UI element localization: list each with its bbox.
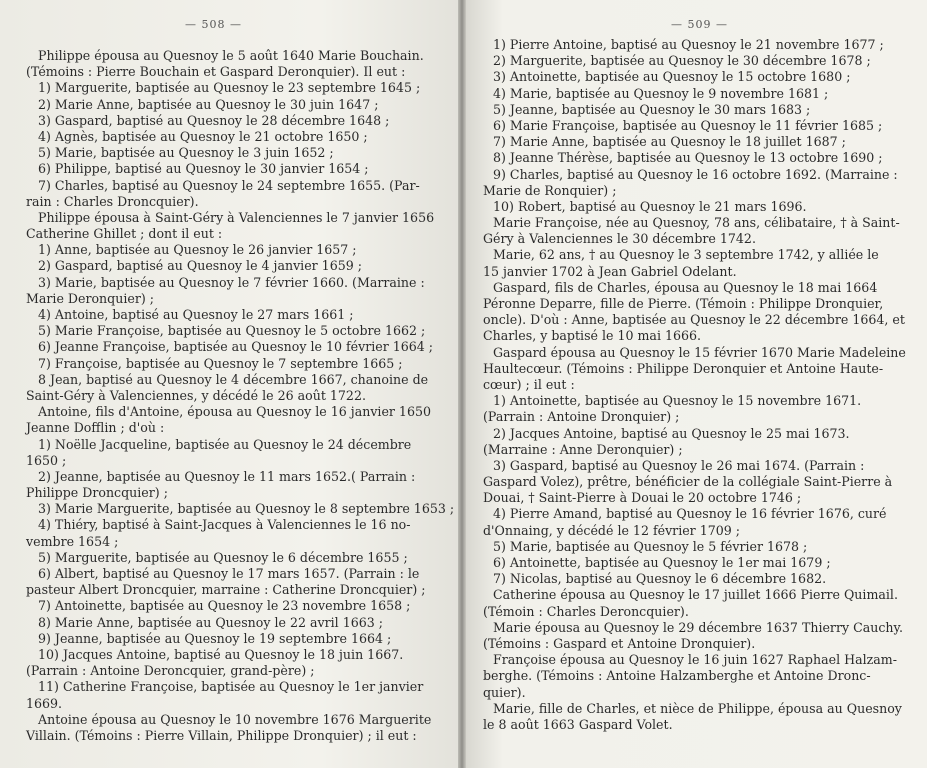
text-line: Douai, † Saint-Pierre à Douai le 20 octobre 1746 ; [483, 490, 802, 506]
text-line: le 8 août 1663 Gaspard Volet. [483, 716, 673, 732]
text-line: Jeanne Dofflin ; d'où : [26, 420, 165, 436]
text-line: vembre 1654 ; [26, 533, 119, 549]
text-line: Péronne Deparre, fille de Pierre. (Témoin : Philippe Dronquier, [483, 296, 884, 311]
text-line: Catherine Ghillet ; dont il eut : [26, 226, 223, 242]
text-line: rain : Charles Droncquier). [26, 193, 199, 209]
text-line: 11) Catherine Françoise, baptisée au Quesnoy le 1er janvier [38, 679, 424, 695]
text-line: 15 janvier 1702 à Jean Gabriel Odelant. [483, 263, 737, 279]
text-line: 10) Robert, baptisé au Quesnoy le 21 mars 1696. [493, 198, 807, 214]
text-line: 1) Noëlle Jacqueline, baptisée au Quesnoy le 24 décembre [38, 436, 412, 452]
text-line: 1650 ; [26, 452, 67, 468]
text-line: (Témoins : Gaspard et Antoine Dronquier). [483, 635, 756, 651]
text-line: 3) Antoinette, baptisée au Quesnoy le 15 octobre 1680 ; [493, 69, 851, 85]
text-line: Antoine, fils d'Antoine, épousa au Quesnoy le 16 janvier 1650 [38, 404, 431, 420]
text-line: 8 Jean, baptisé au Quesnoy le 4 décembre 1667, chanoine de [38, 371, 429, 387]
text-line: 1) Anne, baptisée au Quesnoy le 26 janvier 1657 ; [38, 242, 357, 258]
text-line: 2) Jeanne, baptisée au Quesnoy le 11 mars 1652.( Parrain : [38, 468, 416, 484]
text-line: Gaspard Volez), prêtre, bénéficier de la collégiale Saint-Pierre à [483, 474, 893, 490]
text-line: Haultecœur. (Témoins : Philippe Deronquier et Antoine Haute- [483, 360, 884, 376]
text-line: 7) Antoinette, baptisée au Quesnoy le 23 novembre 1658 ; [38, 598, 411, 614]
text-line: 1) Antoinette, baptisée au Quesnoy le 15 novembre 1671. [493, 393, 862, 409]
text-line: 1) Pierre Antoine, baptisé au Quesnoy le 21 novembre 1677 ; [493, 37, 884, 52]
text-line: 2) Jacques Antoine, baptisé au Quesnoy le 25 mai 1673. [493, 425, 850, 441]
text-line: 5) Marie, baptisée au Quesnoy le 5 février 1678 ; [493, 538, 808, 554]
text-line: Marie, fille de Charles, et nièce de Philippe, épousa au Quesnoy [493, 700, 902, 716]
text-line: Philippe épousa au Quesnoy le 5 août 1640 Marie Bouchain. [38, 48, 424, 63]
text-line: 4) Marie, baptisée au Quesnoy le 9 novembre 1681 ; [493, 85, 829, 101]
text-line: 4) Pierre Amand, baptisé au Quesnoy le 16 février 1676, curé [493, 506, 887, 522]
text-line: Marie Françoise, née au Quesnoy, 78 ans, célibataire, † à Saint- [493, 215, 900, 231]
text-line: 3) Gaspard, baptisé au Quesnoy le 28 décembre 1648 ; [38, 112, 390, 128]
left-page [0, 0, 458, 768]
text-line: 8) Jeanne Thérèse, baptisée au Quesnoy le 13 octobre 1690 ; [493, 150, 883, 166]
text-line: 6) Albert, baptisé au Quesnoy le 17 mars 1657. (Parrain : le [38, 566, 420, 581]
text-line: 8) Marie Anne, baptisée au Quesnoy le 22 avril 1663 ; [38, 614, 383, 630]
text-line: (Témoin : Charles Deroncquier). [483, 603, 689, 619]
text-line: 5) Jeanne, baptisée au Quesnoy le 30 mars 1683 ; [493, 101, 811, 117]
page-text [26, 48, 455, 744]
page-number: — 509 — [671, 18, 728, 31]
right-page [466, 0, 927, 768]
page-text [483, 37, 906, 733]
text-line: 10) Jacques Antoine, baptisé au Quesnoy le 18 juin 1667. [38, 646, 404, 662]
text-line: 6) Jeanne Françoise, baptisée au Quesnoy le 10 février 1664 ; [38, 339, 434, 355]
text-line: (Marraine : Anne Deronquier) ; [483, 441, 683, 457]
text-line: (Parrain : Antoine Deroncquier, grand-père) ; [26, 663, 315, 679]
text-line: 1669. [26, 695, 63, 711]
text-line: berghe. (Témoins : Antoine Halzamberghe et Antoine Dronc- [483, 668, 871, 684]
text-line: d'Onnaing, y décédé le 12 février 1709 ; [483, 522, 741, 538]
text-line: Philippe Droncquier) ; [26, 485, 168, 501]
text-line: Marie Deronquier) ; [26, 290, 155, 306]
text-line: 4) Agnès, baptisée au Quesnoy le 21 octobre 1650 ; [38, 128, 368, 144]
text-line: Marie épousa au Quesnoy le 29 décembre 1637 Thierry Cauchy. [493, 619, 903, 635]
text-line: 1) Marguerite, baptisée au Quesnoy le 23 septembre 1645 ; [38, 80, 421, 96]
text-line: 5) Marie Françoise, baptisée au Quesnoy le 5 octobre 1662 ; [38, 323, 426, 339]
text-line: cœur) ; il eut : [483, 376, 575, 392]
text-line: (Témoins : Pierre Bouchain et Gaspard Deronquier). Il eut : [26, 64, 406, 80]
page-number: — 508 — [185, 18, 242, 31]
text-line: Saint-Géry à Valenciennes, y décédé le 26 août 1722. [26, 387, 366, 403]
text-line: oncle). D'où : Anne, baptisée au Quesnoy le 22 décembre 1664, et [483, 312, 905, 328]
text-line: quier). [483, 684, 526, 700]
text-line: 5) Marie, baptisée au Quesnoy le 3 juin 1652 ; [38, 145, 334, 161]
text-line: 7) Charles, baptisé au Quesnoy le 24 septembre 1655. (Par- [38, 177, 420, 193]
text-line: 5) Marguerite, baptisée au Quesnoy le 6 décembre 1655 ; [38, 549, 408, 565]
text-line: Villain. (Témoins : Pierre Villain, Philippe Dronquier) ; il eut : [26, 727, 417, 743]
text-line: Géry à Valenciennes le 30 décembre 1742. [483, 231, 756, 247]
text-line: Antoine épousa au Quesnoy le 10 novembre 1676 Marguerite [38, 711, 432, 727]
text-line: pasteur Albert Droncquier, marraine : Catherine Droncquier) ; [26, 582, 426, 598]
text-line: Catherine épousa au Quesnoy le 17 juillet 1666 Pierre Quimail. [493, 587, 898, 603]
text-line: Philippe épousa à Saint-Géry à Valenciennes le 7 janvier 1656 [38, 209, 435, 225]
text-line: 7) Françoise, baptisée au Quesnoy le 7 septembre 1665 ; [38, 355, 403, 371]
text-line: 2) Marguerite, baptisée au Quesnoy le 30 décembre 1678 ; [493, 53, 871, 69]
text-line: 9) Charles, baptisé au Quesnoy le 16 octobre 1692. (Marraine : [493, 166, 898, 182]
text-line: Gaspard, fils de Charles, épousa au Quesnoy le 18 mai 1664 [493, 279, 878, 295]
text-line: 9) Jeanne, baptisée au Quesnoy le 19 septembre 1664 ; [38, 630, 392, 646]
text-line: 7) Nicolas, baptisé au Quesnoy le 6 décembre 1682. [493, 571, 827, 587]
text-line: 2) Gaspard, baptisé au Quesnoy le 4 janvier 1659 ; [38, 258, 362, 274]
text-line: 3) Gaspard, baptisé au Quesnoy le 26 mai 1674. (Parrain : [493, 457, 865, 473]
text-line: Françoise épousa au Quesnoy le 16 juin 1627 Raphael Halzam- [493, 652, 897, 668]
text-line: Gaspard épousa au Quesnoy le 15 février 1670 Marie Madeleine [493, 344, 906, 360]
text-line: 7) Marie Anne, baptisée au Quesnoy le 18 juillet 1687 ; [493, 134, 846, 150]
book-gutter [458, 0, 466, 768]
text-line: Marie, 62 ans, † au Quesnoy le 3 septembre 1742, y alliée le [493, 247, 879, 263]
text-line: 3) Marie, baptisée au Quesnoy le 7 février 1660. (Marraine : [38, 274, 425, 290]
text-line: 4) Thiéry, baptisé à Saint-Jacques à Valenciennes le 16 no- [38, 517, 411, 533]
text-line: 6) Antoinette, baptisée au Quesnoy le 1er mai 1679 ; [493, 555, 831, 570]
text-line: 2) Marie Anne, baptisée au Quesnoy le 30 juin 1647 ; [38, 96, 379, 112]
text-line: (Parrain : Antoine Dronquier) ; [483, 409, 680, 425]
text-line: 6) Philippe, baptisé au Quesnoy le 30 janvier 1654 ; [38, 161, 369, 177]
text-line: 6) Marie Françoise, baptisée au Quesnoy le 11 février 1685 ; [493, 117, 883, 133]
text-line: Marie de Ronquier) ; [483, 182, 617, 198]
text-line: Charles, y baptisé le 10 mai 1666. [483, 328, 702, 344]
text-line: 4) Antoine, baptisé au Quesnoy le 27 mars 1661 ; [38, 307, 354, 322]
text-line: 3) Marie Marguerite, baptisée au Quesnoy le 8 septembre 1653 ; [38, 501, 455, 517]
